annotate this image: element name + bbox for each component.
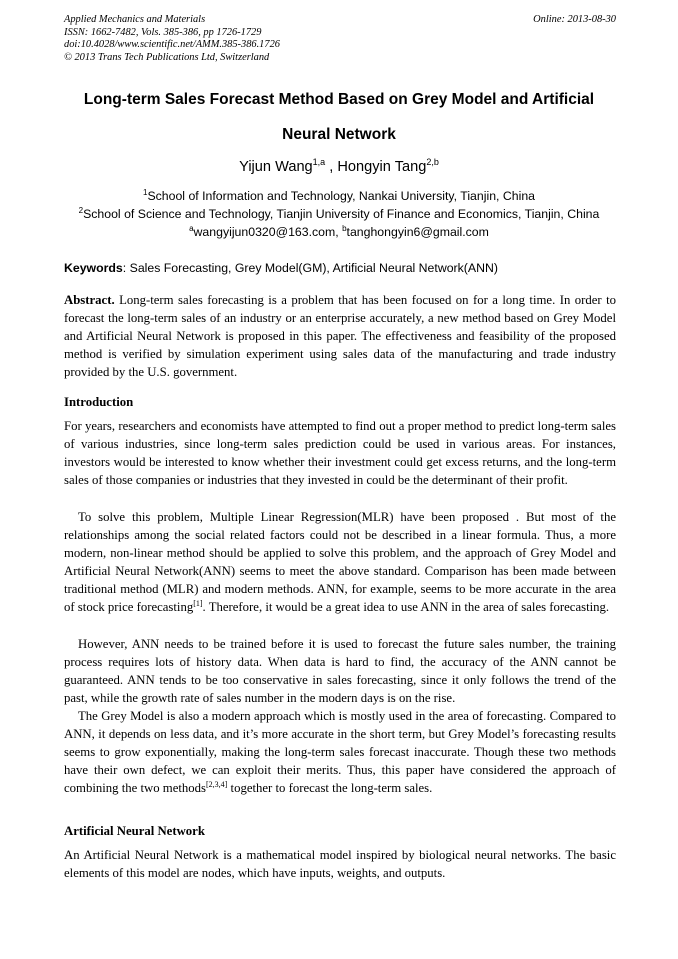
email-2: tanghongyin6@gmail.com — [346, 225, 489, 239]
section-heading-ann: Artificial Neural Network — [64, 824, 205, 838]
online-date: Online: 2013-08-30 — [533, 14, 616, 25]
section-heading-introduction: Introduction — [64, 395, 134, 409]
intro-paragraph-2-text-b: . Therefore, it would be a great idea to use ANN in the area of sales forecasting. — [202, 600, 610, 615]
abstract — [64, 291, 616, 381]
paper-title-line-2: Neural Network — [282, 126, 396, 143]
journal-header — [64, 14, 616, 64]
journal-name: Applied Mechanics and Materials — [64, 14, 206, 25]
intro-paragraph-4-text-a: The Grey Model is also a modern approach which is mostly used in the area of forecasting. Compared to ANN, it depends on less data, and it’s more accurate in the short term, but Grey Model’s forecasting results seems to grow exponentially, making the long-term sales forecast inaccurate. Though these two methods have their own defect, we can exploit their merits. Thus, this paper have considered the approach of combining the two methods — [64, 709, 616, 796]
affiliation-2 — [0, 207, 678, 222]
author-2-affiliation-mark: 2,b — [426, 157, 439, 167]
email-1-mark: a — [189, 224, 194, 233]
doi-line: doi:10.4028/www.scientific.net/AMM.385-386.1726 — [64, 39, 280, 51]
author-2: Hongyin Tang — [337, 159, 427, 175]
citation-ref: [2,3,4] — [206, 780, 228, 790]
author-1: Yijun Wang — [239, 159, 313, 175]
author-1-affiliation-mark: 1,a — [312, 157, 326, 167]
copyright-line: © 2013 Trans Tech Publications Ltd, Switzerland — [64, 51, 270, 63]
affiliation-1 — [0, 189, 678, 204]
intro-paragraph-2 — [64, 508, 616, 617]
intro-paragraph-3: However, ANN needs to be trained before it is used to forecast the future sales number, the training process requires lots of history data. When data is hard to find, the accuracy of the ANN cannot be guaranteed. ANN tends to be too conservative in sales forecasting, since it only follows the trend of the past, while the growth rate of sales number in the modern days is on the rise. — [64, 637, 616, 706]
author-list — [0, 158, 678, 176]
affiliation-1-text: School of Information and Technology, Nankai University, Tianjin, China — [147, 189, 535, 203]
keywords-text: : Sales Forecasting, Grey Model(GM), Artificial Neural Network(ANN) — [122, 261, 498, 275]
affiliation-1-mark: 1 — [142, 188, 148, 197]
email-1: wangyijun0320@163.com, — [193, 225, 343, 239]
author-emails — [0, 225, 678, 240]
intro-paragraph-4 — [64, 707, 616, 797]
affiliation-2-text: School of Science and Technology, Tianjin University of Finance and Economics, Tianjin, China — [83, 207, 600, 221]
intro-paragraph-4-text-b: together to forecast the long-term sales. — [227, 781, 433, 796]
paper-title-line-1: Long-term Sales Forecast Method Based on Grey Model and Artificial — [83, 91, 595, 108]
author-separator: , — [325, 159, 338, 175]
ann-paragraph-1: An Artificial Neural Network is a mathematical model inspired by biological neural networks. The basic elements of this model are nodes, which have inputs, weights, and outputs. — [64, 848, 616, 881]
abstract-label: Abstract. — [64, 293, 115, 307]
intro-paragraph-1: For years, researchers and economists have attempted to find out a proper method to predict long-term sales of various industries, since long-term sales prediction could be used in various areas. For instances, investors would be interested to know whether their investment could get excess returns, and the long-term sales of those companies or industries that they invested in could be the determinant of their profit. — [64, 419, 616, 488]
email-2-mark: b — [342, 224, 347, 233]
issn-line: ISSN: 1662-7482, Vols. 385-386, pp 1726-1729 — [64, 26, 262, 38]
abstract-text: Long-term sales forecasting is a problem that has been focused on for a long time. In order to forecast the long-term sales of an industry or an enterprise accurately, a new method based on Grey Model and Artificial Neural Network is proposed in this paper. The effectiveness and feasibility of the proposed method is verified by simulation experiment using sales data of the manufacturing and trade industry provided by the U.S. government. — [64, 293, 616, 380]
citation-ref: [1] — [193, 599, 203, 609]
keywords — [64, 261, 616, 276]
affiliation-2-mark: 2 — [78, 206, 84, 215]
intro-paragraph-2-text-a: To solve this problem, Multiple Linear Regression(MLR) have been proposed . But most of the relationships among the social related factors could not be described in a linear formula. Thus, a more modern, non-linear method should be applied to solve this problem, and the approach of Grey Model and Artificial Neural Network(ANN) seems to meet the above standard. Comparison has been made between traditional method (MLR) and modern methods. ANN, for example, seems to be more accurate in the area of stock price forecasting — [64, 510, 616, 615]
keywords-label: Keywords — [64, 261, 123, 275]
